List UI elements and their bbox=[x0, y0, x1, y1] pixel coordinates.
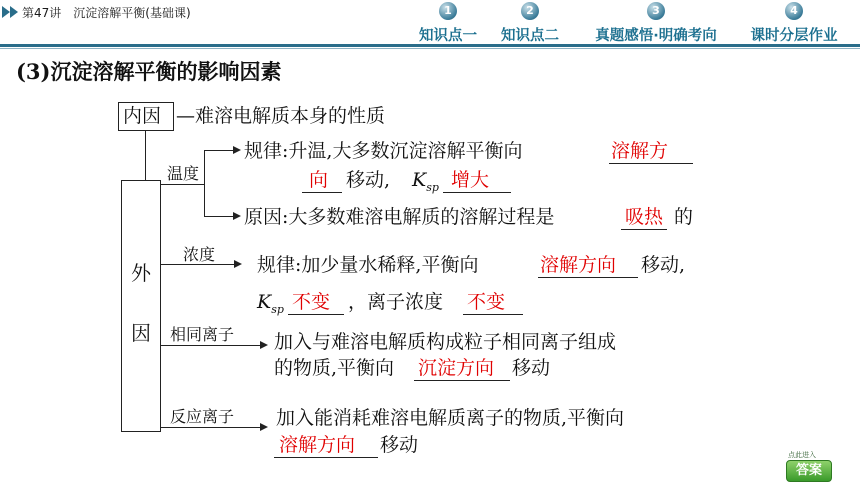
connector-line bbox=[161, 264, 235, 265]
connector-line bbox=[161, 184, 205, 185]
internal-factor-label: 内因 bbox=[123, 105, 162, 127]
nav-tab-label: 课时分层作业 bbox=[750, 28, 838, 44]
arrow-right-icon bbox=[260, 423, 268, 431]
blank-underline bbox=[463, 314, 523, 315]
temperature-rule-text: 移动, bbox=[346, 169, 391, 191]
internal-factor-text: —难溶电解质本身的性质 bbox=[176, 105, 386, 127]
answer-blank: 吸热 bbox=[625, 206, 664, 228]
answer-button[interactable] bbox=[786, 450, 832, 480]
nav-number-badge: 2 bbox=[521, 2, 539, 20]
section-title: (3)沉淀溶解平衡的影响因素 bbox=[16, 59, 282, 84]
reaction-ion-text: 移动 bbox=[380, 434, 419, 456]
play-arrow-icon bbox=[2, 6, 18, 18]
reaction-ion-label: 反应离子 bbox=[170, 407, 235, 426]
external-factor-box bbox=[121, 180, 161, 432]
blank-underline bbox=[609, 163, 693, 164]
lesson-title: 第47讲 沉淀溶解平衡(基础课) bbox=[22, 5, 191, 20]
connector-line bbox=[204, 150, 205, 216]
temperature-reason-text: 的 bbox=[674, 206, 694, 228]
nav-tab-4[interactable] bbox=[738, 2, 850, 45]
answer-button-caption: 点此进入 bbox=[788, 451, 816, 459]
nav-tab-3[interactable] bbox=[582, 2, 730, 45]
temperature-rule-text: 规律:升温,大多数沉淀溶解平衡向 bbox=[244, 140, 523, 162]
ksp-symbol: $K_{sp}$ bbox=[257, 291, 284, 316]
blank-underline bbox=[538, 277, 638, 278]
nav-number-badge: 3 bbox=[647, 2, 665, 20]
answer-blank: 不变 bbox=[467, 291, 506, 313]
answer-button-label: 答案 bbox=[795, 463, 822, 478]
external-factor-char: 外 bbox=[131, 261, 151, 285]
nav-tab-2[interactable] bbox=[490, 2, 570, 45]
external-factor-char: 因 bbox=[131, 321, 151, 345]
common-ion-label: 相同离子 bbox=[170, 325, 235, 344]
answer-button-face bbox=[786, 460, 832, 482]
connector-line bbox=[145, 131, 146, 181]
nav-number-badge: 4 bbox=[785, 2, 803, 20]
temperature-reason-text: 原因:大多数难溶电解质的溶解过程是 bbox=[244, 206, 555, 228]
answer-blank: 不变 bbox=[292, 291, 331, 313]
ksp-symbol: $K_{sp}$ bbox=[412, 169, 439, 194]
nav-tab-label: 知识点二 bbox=[501, 28, 559, 44]
blank-underline bbox=[302, 192, 342, 193]
blank-underline bbox=[274, 457, 378, 458]
answer-blank: 增大 bbox=[451, 169, 490, 191]
answer-blank: 溶解方 bbox=[611, 140, 669, 162]
concentration-rule-text: 规律:加少量水稀释,平衡向 bbox=[257, 254, 479, 276]
header-divider-thin bbox=[0, 48, 860, 49]
nav-tab-1[interactable] bbox=[408, 2, 488, 45]
internal-factor-box bbox=[118, 102, 174, 131]
concentration-rule-text: 移动, bbox=[641, 254, 686, 276]
arrow-right-icon bbox=[234, 260, 242, 268]
answer-blank: 向 bbox=[309, 169, 329, 191]
answer-blank: 沉淀方向 bbox=[418, 357, 495, 379]
common-ion-text: 的物质,平衡向 bbox=[274, 357, 395, 379]
header-bar bbox=[0, 0, 860, 50]
blank-underline bbox=[621, 229, 667, 230]
nav-number-badge: 1 bbox=[439, 2, 457, 20]
concentration-ion-text: ，离子浓度 bbox=[348, 291, 444, 313]
connector-line bbox=[204, 150, 234, 151]
blank-underline bbox=[414, 380, 510, 381]
temperature-label: 温度 bbox=[167, 164, 200, 183]
nav-tab-label: 真题感悟·明确考向 bbox=[595, 28, 717, 44]
common-ion-text: 移动 bbox=[512, 357, 551, 379]
header-divider bbox=[0, 44, 860, 47]
blank-underline bbox=[443, 192, 511, 193]
arrow-right-icon bbox=[260, 341, 268, 349]
lesson-bar bbox=[0, 0, 440, 24]
reaction-ion-text: 加入能消耗难溶电解质离子的物质,平衡向 bbox=[276, 407, 625, 429]
connector-line bbox=[204, 216, 234, 217]
nav-tab-label: 知识点一 bbox=[419, 28, 477, 44]
arrow-right-icon bbox=[233, 146, 241, 154]
blank-underline bbox=[288, 314, 344, 315]
concentration-label: 浓度 bbox=[183, 245, 216, 264]
connector-line bbox=[161, 345, 261, 346]
common-ion-text: 加入与难溶电解质构成粒子相同离子组成 bbox=[274, 331, 617, 353]
answer-blank: 溶解方向 bbox=[279, 434, 356, 456]
answer-blank: 溶解方向 bbox=[540, 254, 617, 276]
arrow-right-icon bbox=[233, 212, 241, 220]
connector-line bbox=[161, 427, 261, 428]
